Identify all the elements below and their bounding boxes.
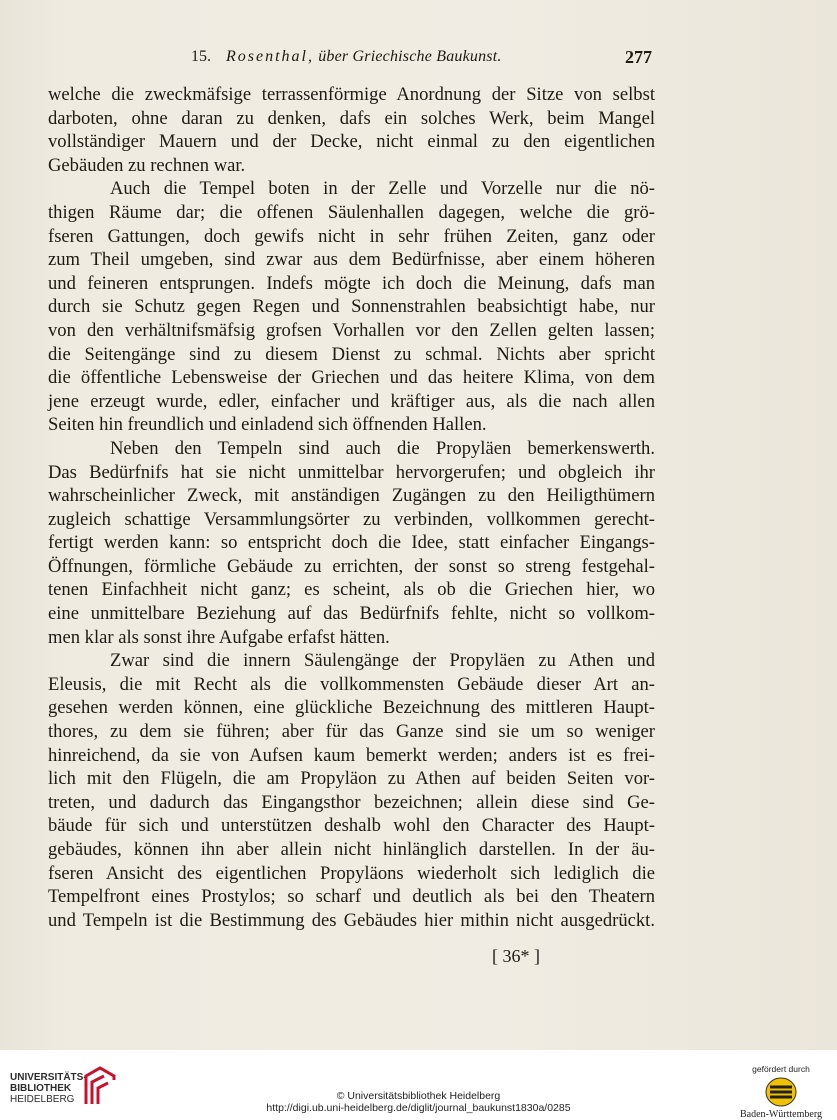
author-name: Rosenthal,: [226, 48, 314, 65]
text-line: darboten, ohne daran zu denken, dafs ein solches Werk, beim Mangel: [48, 107, 655, 129]
library-name-line3: HEIDELBERG: [10, 1094, 75, 1105]
text-line: zugleich schattige Versammlungsörter zu verbinden, vollkommen gerecht-: [48, 508, 655, 530]
running-head: [48, 48, 654, 74]
text-line: hinreichend, da sie von Aufsen kaum bemerkt werden; anders ist es frei-: [48, 744, 655, 766]
footer-bar: [0, 1050, 837, 1120]
text-line: zum Theil umgeben, sind zwar aus dem Bedürfnisse, aber einem höheren: [48, 249, 655, 271]
text-line: thores, zu dem sie führen; aber für das Ganze sind sie um so weniger: [48, 721, 655, 743]
funder-name: Baden-Württemberg: [739, 1109, 822, 1120]
article-number: 15.: [191, 48, 211, 65]
text-line: Neben den Tempeln sind auch die Propyläen bemerkenswerth.: [110, 437, 655, 459]
text-line: lich mit den Flügeln, die am Propyläon zu Athen auf beiden Seiten vor-: [48, 768, 655, 790]
text-line: tenen Einfachheit nicht ganz; es scheint, als ob die Griechen hier, wo: [48, 579, 655, 601]
page-number: 277: [625, 47, 652, 67]
body-text: [48, 83, 655, 932]
text-line: fertigt werden kann: so entspricht doch die Idee, statt einfacher Eingangs-: [48, 532, 655, 554]
funding-credit: [733, 1064, 829, 1120]
text-line: die Seitengänge sind zu diesem Dienst zu schmal. Nichts aber spricht: [48, 343, 655, 365]
coat-of-arms-icon: [761, 1076, 801, 1108]
text-line: von den verhältnifsmäfsig grofsen Vorhallen vor den Zellen gelten lassen;: [48, 319, 655, 341]
copyright-text: © Universitätsbibliothek Heidelberg: [336, 1090, 501, 1102]
text-line: Tempelfront eines Prostylos; so scharf und deutlich als bei den Theatern: [48, 886, 655, 908]
work-title: über Griechische Baukunst.: [314, 48, 502, 65]
text-line: jene erzeugt wurde, edler, einfacher und kräftiger aus, als die nach allen: [48, 390, 655, 412]
text-line: welche die zweckmäfsige terrassenförmige Anordnung der Sitze von selbst: [48, 84, 655, 105]
library-name-line2: BIBLIOTHEK: [10, 1083, 72, 1094]
text-line: bäude für sich und unterstützen deshalb wohl den Character des Haupt-: [48, 815, 655, 837]
text-line: und feineren entsprungen. Indefs mögte ich doch die Meinung, dafs man: [48, 272, 655, 294]
text-line: gesehen werden können, eine glückliche Bezeichnung des mittleren Haupt-: [48, 697, 655, 719]
text-line: eine unmittelbare Beziehung auf das Bedürfnifs fehlte, nicht so vollkom-: [48, 603, 655, 625]
text-line: gebäudes, können ihn aber allein nicht hinlänglich darstellen. In der äu-: [48, 839, 655, 860]
text-line: Öffnungen, förmliche Gebäude zu errichten, der sonst so streng festgehal-: [48, 555, 655, 577]
text-line: Zwar sind die innern Säulengänge der Propyläen zu Athen und: [110, 650, 655, 672]
copyright-notice: [0, 1090, 837, 1114]
text-line: Seiten hin freundlich und einladend sich öffnenden Hallen.: [48, 414, 487, 436]
running-title: [226, 48, 502, 66]
funding-label: gefördert durch: [752, 1064, 810, 1074]
text-line: Gebäuden zu rechnen war.: [48, 154, 246, 176]
text-line: wahrscheinlicher Zweck, mit anständigen Zugängen zu den Heiligthümern: [48, 485, 655, 507]
text-line: und Tempeln ist die Bestimmung des Gebäudes hier mithin nicht ausgedrückt.: [48, 909, 655, 931]
text-line: die öffentliche Lebensweise der Griechen und das heitere Klima, von dem: [48, 367, 655, 389]
text-line: Auch die Tempel boten in der Zelle und Vorzelle nur die nö-: [110, 178, 655, 200]
permalink-url[interactable]: http://digi.ub.uni-heidelberg.de/diglit/journal_baukunst1830a/0285: [266, 1102, 571, 1114]
text-line: fseren Ansicht des eigentlichen Propyläons wiederholt sich lediglich die: [48, 862, 655, 884]
text-line: men klar als sonst ihre Aufgabe erfafst hätten.: [48, 626, 390, 648]
text-line: Das Bedürfnifs hat sie nicht unmittelbar hervorgerufen; und obgleich ihr: [48, 461, 655, 483]
text-line: fseren Gattungen, doch gewifs nicht in sehr frühen Zeiten, ganz oder: [48, 225, 655, 247]
text-line: durch sie Schutz gegen Regen und Sonnenstrahlen beabsichtigt habe, nur: [48, 296, 655, 318]
text-line: thigen Räume dar; die offenen Säulenhallen dagegen, welche die grö-: [48, 201, 655, 223]
text-line: Eleusis, die mit Recht als die vollkommensten Gebäude dieser Art an-: [48, 673, 655, 695]
text-line: vollständiger Mauern und der Decke, nicht einmal zu den eigentlichen: [48, 131, 655, 153]
library-name-line1: UNIVERSITÄTS-: [10, 1072, 87, 1083]
signature-mark: [ 36* ]: [492, 946, 540, 966]
text-line: treten, und dadurch das Eingangsthor bezeichnen; allein diese sind Ge-: [48, 791, 655, 813]
